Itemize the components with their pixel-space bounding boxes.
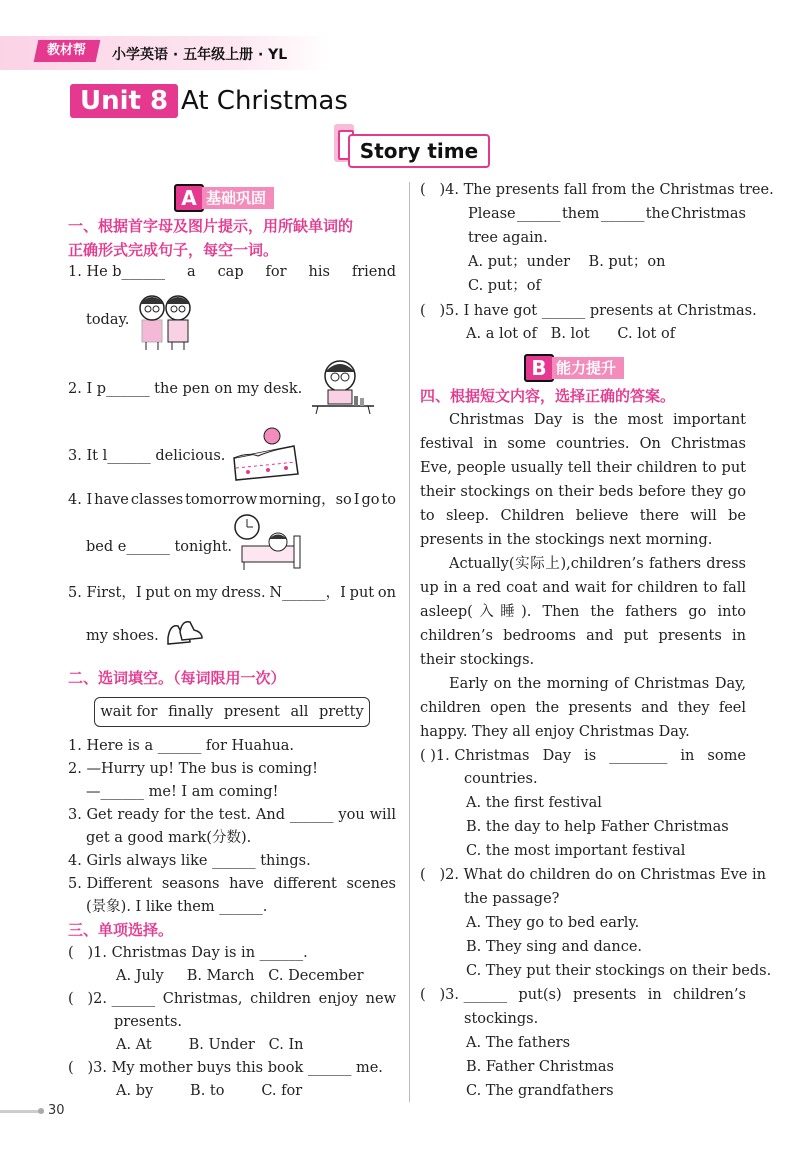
brand-badge-text: 教材帮	[47, 43, 87, 58]
part3-q3: ( )3. My mother buys this book ______ me.	[68, 1060, 383, 1076]
part1-q5-line2: my shoes.	[86, 628, 159, 644]
part4-q2-line1: ( )2. What do children do on Christmas Eve in	[420, 867, 766, 883]
unit-title: At Christmas	[181, 86, 348, 116]
passage-paragraph: Early on the morning of Christmas Day, children open the presents and they feel happy. They all enjoy Christmas Day.	[420, 676, 746, 740]
section-a-letter: A	[174, 184, 204, 212]
boy-at-desk-icon	[308, 354, 378, 416]
word-bank	[94, 697, 370, 727]
part3-q2-line2: presents.	[114, 1014, 183, 1030]
word-bank-item: finally	[168, 704, 214, 720]
section-b-letter: B	[524, 354, 554, 382]
part4-q1-line1: ( )1. Christmas Day is ________ in some	[420, 748, 746, 764]
page-number: 30	[48, 1103, 65, 1118]
part1-title-1: 一、根据首字母及图片提示，用所缺单词的	[68, 217, 354, 235]
part4-q2-line2: the passage?	[464, 891, 560, 907]
part4-q2-option-b: B. They sing and dance.	[466, 939, 643, 955]
part3-q4-options-2: C. put；of	[468, 278, 541, 294]
part4-title: 四、根据短文内容，选择正确的答案。	[420, 387, 676, 405]
boys-illustration-icon	[132, 290, 198, 352]
unit-label: Unit 8	[70, 84, 178, 118]
part1-q1-line2: today.	[86, 312, 130, 328]
part4-q2-option-c: C. They put their stockings on their beds.	[466, 963, 772, 979]
part4-q1-option-c: C. the most important festival	[466, 843, 686, 859]
part2-q5-line1: 5. Different seasons have different scenes	[68, 876, 396, 892]
part3-q5-options: A. a lot of B. lot C. lot of	[466, 326, 676, 342]
part4-q3-line2: stockings.	[464, 1011, 539, 1027]
part3-q4-options-1: A. put；under B. put；on	[468, 254, 666, 270]
part1-q4-line1: 4. I have classes tomorrow morning，so I go to	[68, 492, 396, 508]
part4-q2-option-a: A. They go to bed early.	[466, 915, 640, 931]
part1-q2: 2. I p______ the pen on my desk.	[68, 381, 303, 397]
part4-q3-line1: ( )3. ______ put(s) presents in children’s	[420, 987, 746, 1003]
word-bank-item: wait for	[100, 704, 158, 720]
section-b-label: 能力提升	[552, 357, 624, 379]
reading-passage	[420, 408, 746, 744]
part3-q3-options: A. by B. to C. for	[116, 1083, 303, 1099]
column-divider	[409, 182, 410, 1102]
part4-q3-option-a: A. The fathers	[466, 1035, 571, 1051]
story-time-banner	[334, 124, 494, 168]
passage-paragraph: Christmas Day is the most important festival in some countries. On Christmas Eve, people usually tell their children to put their stockings on their beds before they go to sleep. Children believe there will be presents in the stockings next morning.	[420, 412, 746, 548]
part1-q4-line2: bed e______ tonight.	[86, 539, 233, 555]
part1-title-2: 正确形式完成句子，每空一词。	[68, 241, 279, 259]
part4-q1-option-a: A. the first festival	[466, 795, 602, 811]
part3-q2-options: A. At B. Under C. In	[116, 1037, 304, 1053]
passage-paragraph: Actually(实际上),children’s fathers dress up in a red coat and wait for children to fall asleep(入睡). Then the fathers go into children’s bedrooms and put presents in their stockings.	[420, 556, 746, 668]
part1-q5-line1: 5. First，I put on my dress. N______，I put on	[68, 585, 396, 601]
part2-title: 二、选词填空。（每词限用一次）	[68, 669, 286, 687]
part3-q4-line1: ( )4. The presents fall from the Christmas tree.	[420, 182, 774, 198]
clock-bed-icon	[232, 512, 306, 572]
part2-q2-line1: 2. —Hurry up! The bus is coming!	[68, 761, 318, 777]
part4-q1-option-b: B. the day to help Father Christmas	[466, 819, 729, 835]
brand-badge	[34, 40, 101, 62]
part2-q4: 4. Girls always like ______ things.	[68, 853, 311, 869]
part3-q1: ( )1. Christmas Day is in ______.	[68, 945, 308, 961]
part1-q3: 3. It l______ delicious.	[68, 448, 226, 464]
part3-q1-options: A. July B. March C. December	[116, 968, 364, 984]
word-bank-item: all	[290, 704, 309, 720]
part4-q3-option-b: B. Father Christmas	[466, 1059, 614, 1075]
page-dot	[38, 1108, 44, 1114]
part4-q3-option-c: C. The grandfathers	[466, 1083, 614, 1099]
part1-q1-line1: 1. He b______ a cap for his friend	[68, 264, 396, 280]
section-a-banner	[174, 184, 324, 210]
part3-q2-line1: ( )2. ______ Christmas, children enjoy new	[68, 991, 396, 1007]
subject-title: 小学英语 · 五年级上册 · YL	[112, 47, 288, 63]
part4-q1-line2: countries.	[464, 771, 538, 787]
story-time-label: Story time	[348, 134, 490, 168]
part2-q2-line2: —______ me! I am coming!	[86, 784, 279, 800]
word-bank-item: pretty	[319, 704, 364, 720]
cake-icon	[228, 424, 302, 484]
section-a-label: 基础巩固	[202, 187, 274, 209]
part2-q5-line2: (景象). I like them ______.	[86, 899, 268, 915]
part2-q1: 1. Here is a ______ for Huahua.	[68, 738, 295, 754]
part3-q4-line3: tree again.	[468, 230, 548, 246]
shoes-icon	[164, 616, 206, 650]
part3-title: 三、单项选择。	[68, 921, 174, 939]
part3-q5: ( )5. I have got ______ presents at Christmas.	[420, 303, 757, 319]
part2-q3-line2: get a good mark(分数).	[86, 830, 252, 846]
part3-q4-line2: Please ______ them ______ the Christmas	[468, 206, 746, 222]
section-b-banner	[524, 354, 674, 380]
part2-q3-line1: 3. Get ready for the test. And ______ you will	[68, 807, 396, 823]
word-bank-item: present	[223, 704, 280, 720]
